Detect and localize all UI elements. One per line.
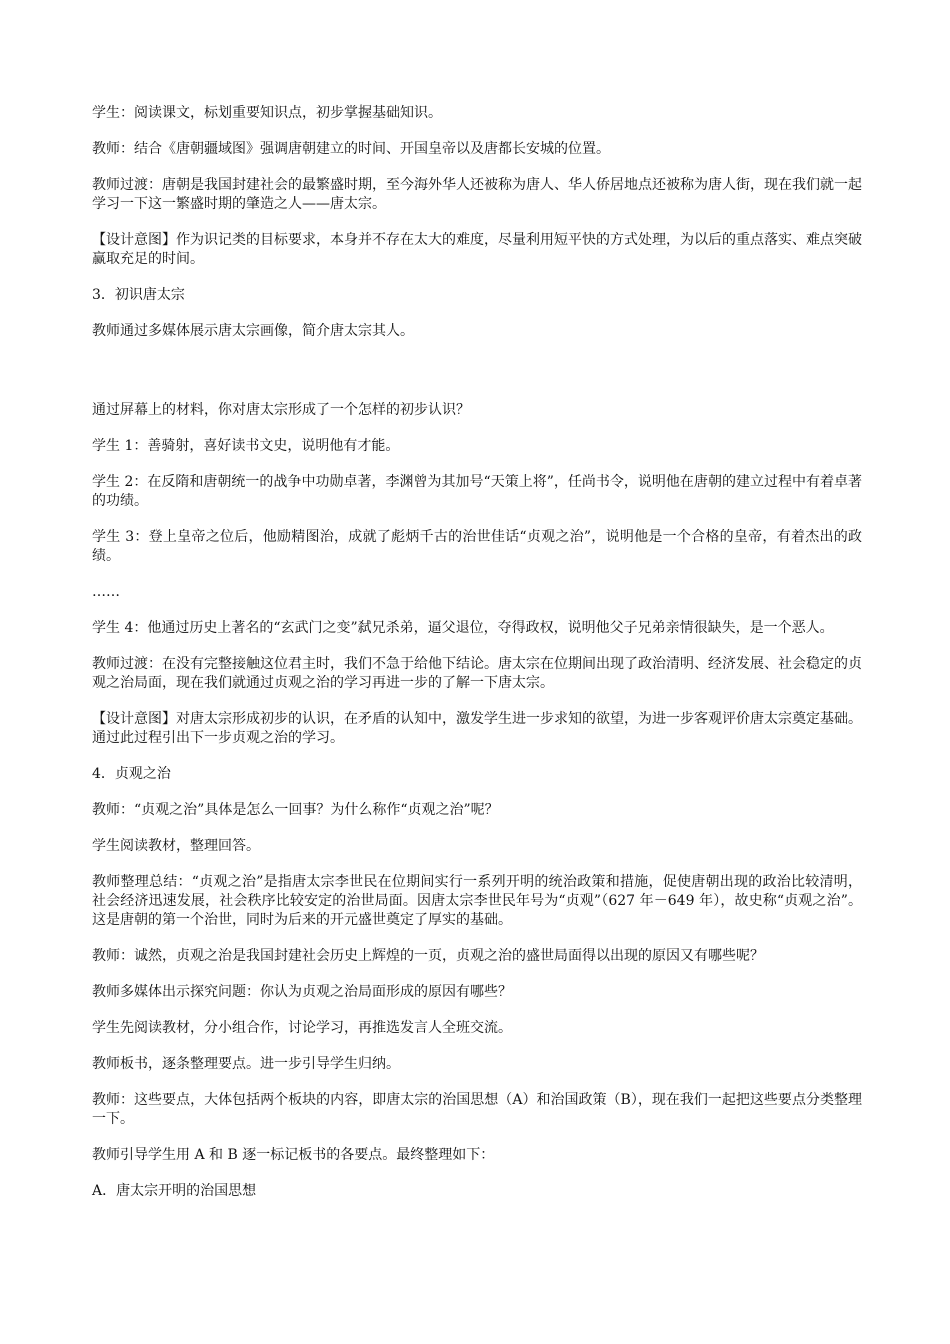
paragraph-teacher-transition-1: 教师过渡：唐朝是我国封建社会的最繁盛时期，至今海外华人还被称为唐人、华人侨居地点还被称为唐人街，现在我们就一起学习一下这一繁盛时期的肇造之人——唐太宗。 <box>92 177 862 212</box>
paragraph-teacher-reason-question: 教师：诚然，贞观之治是我国封建社会历史上辉煌的一页，贞观之治的盛世局面得以出现的原因又有哪些呢？ <box>92 948 764 964</box>
paragraph-student-2: 学生 2：在反隋和唐朝统一的战争中功勋卓著，李渊曾为其加号“天策上将”，任尚书令，说明他在唐朝的建立过程中有着卓著的功绩。 <box>92 474 862 509</box>
paragraph-student-group: 学生先阅读教材，分小组合作，讨论学习，再推选发言人全班交流。 <box>92 1020 512 1036</box>
paragraph-teacher-question: 教师：“贞观之治”具体是怎么一回事？为什么称作“贞观之治”呢？ <box>92 802 499 818</box>
paragraph-teacher-categories: 教师：这些要点，大体包括两个板块的内容，即唐太宗的治国思想（A）和治国政策（B），现在我们一起把这些要点分类整理一下。 <box>92 1092 862 1127</box>
paragraph-teacher-multimedia: 教师多媒体出示探究问题：你认为贞观之治局面形成的原因有哪些？ <box>92 984 512 1000</box>
paragraph-teacher-guide: 教师引导学生用 A 和 B 逐一标记板书的各要点。最终整理如下： <box>92 1147 495 1163</box>
paragraph-teacher-board: 教师板书，逐条整理要点。进一步引导学生归纳。 <box>92 1056 400 1072</box>
section-heading-a: A．唐太宗开明的治国思想 <box>92 1183 257 1199</box>
paragraph-teacher-summary: 教师整理总结：“贞观之治”是指唐太宗李世民在位期间实行一系列开明的统治政策和措施，促使唐朝出现的政治比较清明，社会经济迅速发展，社会秩序比较安定的治世局面。因唐太宗李世民年号为“贞观”（627 年－649 年），故史称“贞观之治”。这是唐朝的第一个治世，同时为后来的开元盛世奠定了厚实的基础。 <box>92 874 862 928</box>
paragraph-student-1: 学生 1：善骑射，喜好读书文史，说明他有才能。 <box>92 438 400 454</box>
paragraph-ellipsis: …… <box>92 584 120 600</box>
paragraph-teacher-transition-2: 教师过渡：在没有完整接触这位君主时，我们不急于给他下结论。唐太宗在位期间出现了政治清明、经济发展、社会稳定的贞观之治局面，现在我们就通过贞观之治的学习再进一步的了解一下唐太宗。 <box>92 656 862 691</box>
section-heading-3: 3．初识唐太宗 <box>92 287 185 303</box>
paragraph-design-intent-1: 【设计意图】作为识记类的目标要求，本身并不存在太大的难度，尽量利用短平快的方式处理，为以后的重点落实、难点突破赢取充足的时间。 <box>92 232 862 267</box>
section-heading-4: 4．贞观之治 <box>92 766 171 782</box>
paragraph-design-intent-2: 【设计意图】对唐太宗形成初步的认识，在矛盾的认知中，激发学生进一步求知的欲望，为进一步客观评价唐太宗奠定基础。通过此过程引出下一步贞观之治的学习。 <box>92 711 862 746</box>
paragraph-student-3: 学生 3：登上皇帝之位后，他励精图治，成就了彪炳千古的治世佳话“贞观之治”，说明他是一个合格的皇帝，有着杰出的政绩。 <box>92 529 862 564</box>
paragraph-teacher-map: 教师：结合《唐朝疆域图》强调唐朝建立的时间、开国皇帝以及唐都长安城的位置。 <box>92 141 610 157</box>
image-placeholder-gap <box>92 358 862 401</box>
paragraph-student-read-textbook: 学生阅读教材，整理回答。 <box>92 838 260 854</box>
document-page <box>92 104 862 1218</box>
paragraph-question: 通过屏幕上的材料，你对唐太宗形成了一个怎样的初步认识？ <box>92 402 470 418</box>
paragraph-teacher-portrait: 教师通过多媒体展示唐太宗画像，简介唐太宗其人。 <box>92 323 414 339</box>
paragraph-student-reading: 学生：阅读课文，标划重要知识点，初步掌握基础知识。 <box>92 105 442 121</box>
paragraph-student-4: 学生 4：他通过历史上著名的“玄武门之变”弑兄杀弟，逼父退位，夺得政权，说明他父子兄弟亲情很缺失，是一个恶人。 <box>92 620 834 636</box>
